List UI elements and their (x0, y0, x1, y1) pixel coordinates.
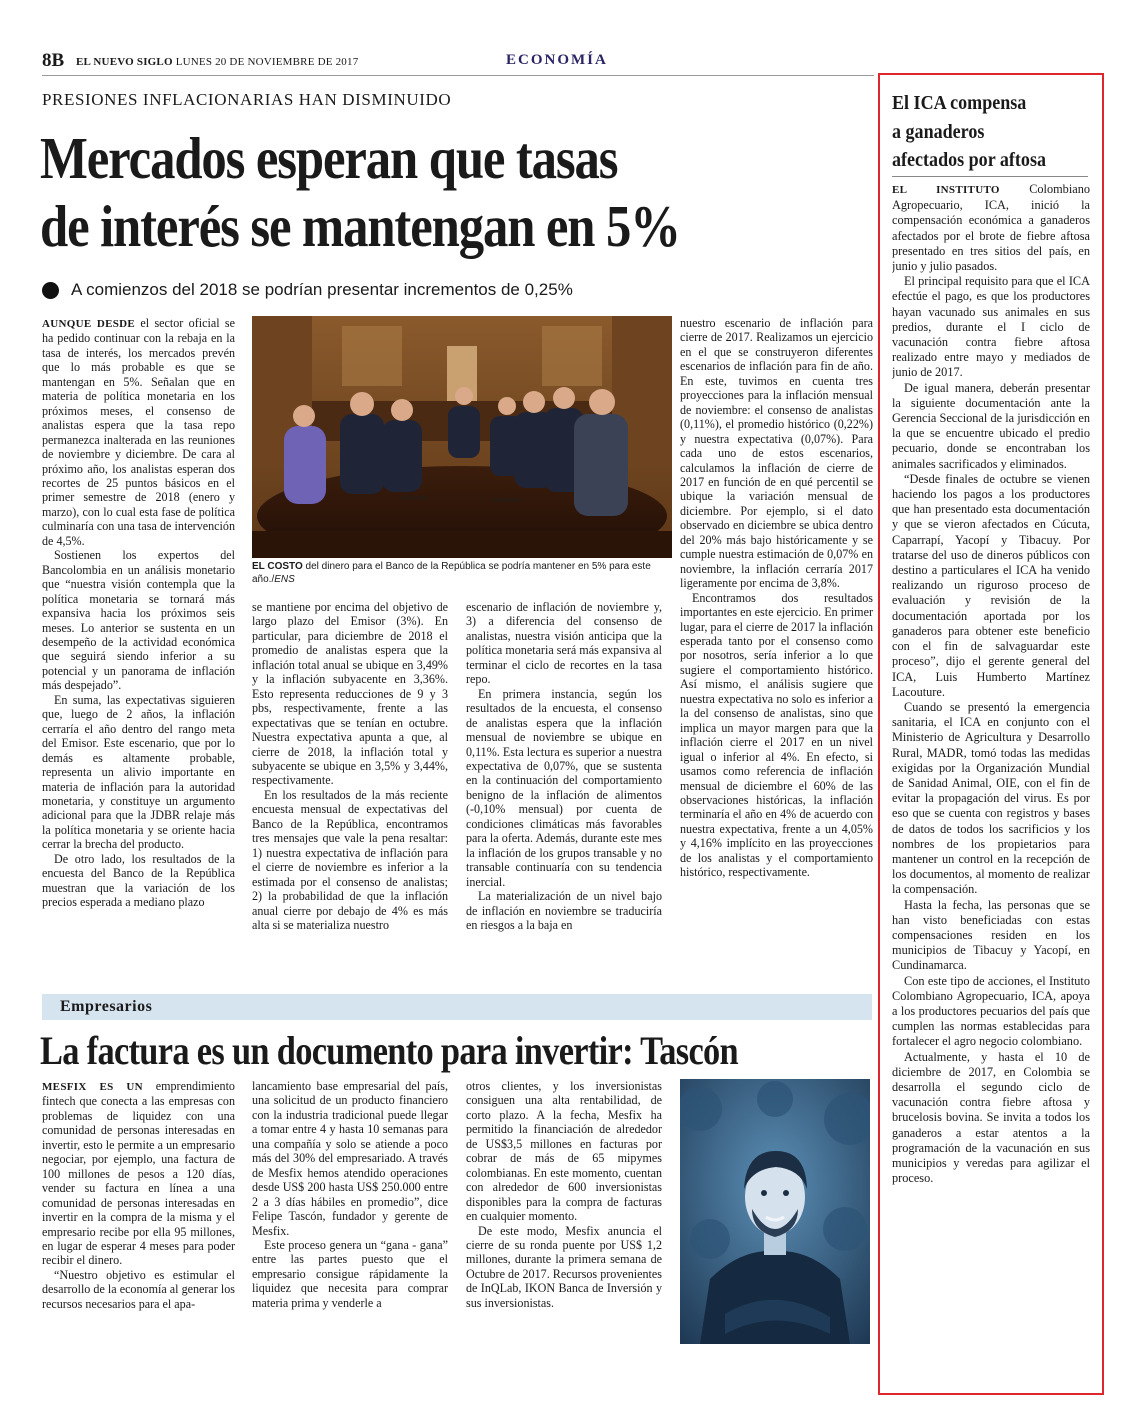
photo-meeting (252, 316, 672, 558)
paragraph: Con este tipo de acciones, el Instituto Colombiano Agropecuario, ICA, apoya a los productores pecuarios del país que cumplen las normas establecidas para fortalecer el agro negocio colombiano. (892, 973, 1090, 1049)
sidebar-title-rule (892, 176, 1088, 177)
article-column-3 (466, 600, 662, 980)
paragraph: Sostienen los expertos del Bancolombia en un análisis monetario que “nuestra visión contempla que la política monetaria se tornará más expansiva hacia los próximos seis meses. Lo anterior se sustenta en un desempeño de la actividad económica que seguirá siendo inferior a su potencial y un panorama de inflación más despejado”. (42, 548, 235, 693)
second-column-2 (252, 1079, 448, 1347)
issue-date: LUNES 20 DE NOVIEMBRE DE 2017 (175, 56, 359, 68)
paragraph: escenario de inflación de noviembre y, 3) a diferencia del consenso de analistas, nuestra visión anticipa que la política monetaria será más expansiva al terminar el ciclo de recortes en la tasa repo. (466, 600, 662, 687)
paragraph: El principal requisito para que el ICA efectúe el pago, es que los productores hayan vacunado sus animales en sus predios, durante el I ciclo de vacunación contra fiebre aftosa realizado entre mayo y mediados de junio de 2017. (892, 274, 1090, 380)
article-subdeck (42, 280, 573, 300)
paragraph: En suma, las expectativas siguieren que, luego de 2 años, la inflación cerraría el año dentro del rango meta del Emisor. Este escenario, que por lo demás es altamente probable, representa un alivio importante en materia de inflación para la autoridad monetaria, y constituye un argumento adicional para que la JDBR relaje más la política monetaria y se oriente hacia cerrar la brecha del producto. (42, 692, 235, 852)
article-kicker: PRESIONES INFLACIONARIAS HAN DISMINUIDO (42, 90, 452, 109)
sidebar-title-line-3: afectados por aftosa (892, 149, 1046, 171)
paragraph: En los resultados de la más reciente encuesta mensual de expectativas del Banco de la República, encontramos tres mensajes que vale la pena resaltar: 1) nuestra expectativa de inflación para el cierre de noviembre es inferior a la estimada por el consenso de analistas; 2) la probabilidad de que la inflación anual cierre por debajo de 4% es más alta si se materializa nuestro (252, 787, 448, 932)
article-column-1 (42, 316, 235, 980)
headline-line-2: de interés se mantengan en 5% (40, 193, 680, 259)
paragraph: nuestro escenario de inflación para cierre de 2017. Realizamos un ejercicio en el que se construyeron diferentes escenarios de inflación para fin de año. En este, tuvimos en cuenta tres proyecciones para la inflación mensual de noviembre: el consenso de analistas (0,11%), el promedio histórico (0,22%) y nuestra expectativa (0,07%). Para cada uno de estos escenarios, calculamos la inflación de cierre de 2017 en función de en qué percentil se ubique la variación mensual de diciembre. Por ejemplo, si el dato observado en diciembre se ubica dentro del 20% más bajo históricamente y se cumple nuestra estimación de 0,07% en noviembre, la inflación cerraría 2017 ligeramente por encima de 3,8%. (680, 316, 873, 591)
band-label: Empresarios (60, 998, 153, 1015)
photo-caption: EL COSTO del dinero para el Banco de la República se podría mantener en 5% para este año./ENS (252, 561, 651, 585)
sidebar-title-line-2: a ganaderos (892, 120, 985, 143)
paragraph: se mantiene por encima del objetivo de largo plazo del Emisor (3%). En particular, para diciembre de 2018 el promedio de analistas espera que la inflación total anual se ubique en 3,49% y la inflación subyacente en 3,36%. Esto representa reducciones de 9 y 3 pbs, respectivamente, frente a las expectativas que se tenían en octubre. Nuestra expectativa apunta a que, al cierre de 2018, la inflación total y subyacente se ubique en 3,5% y 3,44%, respectivamente. (252, 600, 448, 788)
article-column-2 (252, 600, 448, 980)
paragraph: La materialización de un nivel bajo de inflación en noviembre se traduciría en riesgos a la baja en (466, 889, 662, 932)
caption-lead: EL COSTO (252, 561, 303, 572)
photo-credit: ENS (274, 574, 295, 585)
sidebar-body (892, 182, 1090, 1387)
paragraph: Este proceso genera un “gana - gana” entre las partes puesto que el empresario consigue rápidamente la liquidez que necesita para comprar materia prima y venderle a (252, 1237, 448, 1310)
paragraph: Actualmente, y hasta el 10 de diciembre de 2017, en Colombia se desarrolla el segundo ciclo de vacunación contra fiebre aftosa y brucelosis bovina. Se invita a todos los ganaderos a estar atentos a la programación de la vacunación en sus municipios y veredas para agilizar el proceso. (892, 1049, 1090, 1186)
paragraph: De otro lado, los resultados de la encuesta del Banco de la República muestran que la variación de los precios esperada a mediano plazo (42, 851, 235, 910)
article-headline (40, 124, 754, 260)
paragraph: En primera instancia, según los resultados de la encuesta, el consenso de analistas espera que la inflación mensual de noviembre se ubique en 0,11%. Esta lectura es superior a nuestra expectativa de 0,07%, que se sustenta en la continuación del comportamiento benigno de la inflación de alimentos (-0,10% mensual) por cuenta de condiciones climáticas más favorables para la oferta. Además, durante este mes la inflación de los grupos transable y no transable continuaría con su tendencia inercial. (466, 686, 662, 889)
paragraph: Cuando se presentó la emergencia sanitaria, el ICA en conjunto con el Ministerio de Agricultura y Desarrollo Rural, MADR, tomó todas las medidas exigidas por la Organización Mundial de Sanidad Animal, OIE, con el fin de evitar la propagación del virus. Es por eso que se cuenta con registros y bases de datos de todos los sacrificios y los nombres de los propietarios para mantener un control en la recepción de los documentos, al momento de realizar la compensación. (892, 699, 1090, 897)
section-band (42, 994, 872, 1020)
paragraph: MESFIX ES UN emprendimiento fintech que conecta a las empresas con problemas de liquidez con una comunidad de personas interesadas en invertir, esto le permite a un empresario negociar, por ejemplo, una factura de 100 millones de pesos a 120 días, vender su factura en línea a una comunidad de personas interesadas en invertir en la compra de la misma y el empresario recibe por ella 95 millones, en lugar de esperar 4 meses para poder recibir el dinero. (42, 1079, 235, 1268)
paragraph: “Nuestro objetivo es estimular el desarrollo de la economía al generar los recursos necesarios para el apa- (42, 1267, 235, 1311)
second-headline: La factura es un documento para invertir: Tascón (40, 1028, 738, 1073)
paragraph: lancamiento base empresarial del país, una solicitud de un producto financiero con la industria tradicional puede llegar a tomar entre 4 y hasta 10 semanas para una compañía y solo se atiende a poco más del 30% del empresariado. A través de Mesfix hemos atendido operaciones desde US$ 200 hasta US$ 250.000 entre 2 a 3 días hábiles en promedio”, dice Felipe Tascón, fundador y gerente de Mesfix. (252, 1079, 448, 1238)
paragraph: AUNQUE DESDE el sector oficial se ha pedido continuar con la rebaja en la tasa de interés, los mercados prevén que lo más probable es que se mantengan en 5%. Señalan que en materia de política monetaria en los próximos meses, el consenso de analistas espera que la tasa repo permanezca inalterada en las reuniones de noviembre y diciembre. De cara al próximo año, los analistas esperan dos recortes de 25 puntos básicos en el primer semestre de 2018 (enero y marzo), con lo cual esta fase de política culminaría con una tasa de intervención de 4,5%. (42, 316, 235, 548)
paragraph: De igual manera, deberán presentar la siguiente documentación ante la Gerencia Seccional de la jurisdicción en la que se encuentre ubicado el predio pecuario, donde se encontraban los animales sacrificados y eliminados. (892, 380, 1090, 471)
headline-line-1: Mercados esperan que tasas (40, 125, 618, 191)
header-rule (42, 75, 874, 76)
page-number: 8B (42, 50, 65, 71)
sidebar-title-line-1: El ICA compensa (892, 92, 1027, 114)
lead-in: AUNQUE DESDE (42, 318, 136, 330)
paragraph: otros clientes, y los inversionistas consiguen una alta rentabilidad, de corto plazo. A la fecha, Mesfix ha permitido la financiación de alrededor de US$3,5 millones en facturas por cobrar de más de 65 mipymes colombianas. En este momento, cuentan con alrededor de 600 inversionistas disponibles para la compra de facturas en cualquier momento. (466, 1079, 662, 1224)
portrait-illustration (680, 1079, 870, 1344)
lead-in: MESFIX ES UN (42, 1081, 143, 1093)
paragraph: Hasta la fecha, las personas que se han visto beneficiadas con estas compensaciones residen en los municipios de Tibacuy y Yacopí, en Cundinamarca. (892, 897, 1090, 973)
second-column-3 (466, 1079, 662, 1347)
subdeck-text: A comienzos del 2018 se podrían presentar incrementos de 0,25% (71, 280, 573, 299)
paragraph: De este modo, Mesfix anuncia el cierre de su ronda puente por US$ 1,2 millones, durante la primera semana de Octubre de 2017. Recursos provenientes de InQLab, IKON Banca de Inversión y sus inversionistas. (466, 1223, 662, 1310)
lead-in: EL INSTITUTO (892, 184, 1000, 196)
paragraph: EL INSTITUTO Colombiano Agropecuario, ICA, inició la compensación económica a ganaderos afectados por el brote de fiebre aftosa presentado en tres sitios del país, en junio y julio pasados. (892, 182, 1090, 274)
masthead-line (76, 56, 358, 68)
sidebar-title (892, 89, 1068, 175)
paper-name: EL NUEVO SIGLO (76, 56, 173, 68)
article-column-4 (680, 316, 873, 980)
meeting-illustration (252, 316, 672, 558)
photo-portrait (680, 1079, 870, 1344)
paragraph: “Desde finales de octubre se vienen haciendo los pagos a los productores que han presentado esta documentación y que se vieron afectados en Cúcuta, Caparrapí, Yacopí y Tibacuy. Por tratarse del uso de dineros públicos con destino a particulares el ICA ha venido realizando un riguroso proceso de evaluación y revisión de la documentación aportada por los ganaderos para obtener este beneficio con el fin de salvaguardar este proceso”, dijo el gerente general del ICA, Luis Humberto Martínez Lacouture. (892, 471, 1090, 699)
section-name: ECONOMÍA (506, 52, 608, 68)
paragraph: Encontramos dos resultados importantes en este ejercicio. En primer lugar, para el cierre de 2017 la inflación esperada tanto por el consenso como por nosotros, sería inferior a lo que sugiere el comportamiento histórico. Así mismo, el análisis sugiere que nuestra expectativa no solo es inferior a la del consenso de analistas, sino que implica un mayor margen para que la inflación cierre el 2017 en un nivel igual o inferior al 4%. En efecto, si usamos como referencia de inflación mensual de diciembre el 60% de las observaciones históricas, la inflación terminaría el año en 4% de acuerdo con nuestra expectativa, frente a un 4,05% y 4,16% implícito en las proyecciones de los analistas y el comportamiento histórico, respectivamente. (680, 590, 873, 880)
bullet-icon (42, 282, 59, 299)
second-column-1 (42, 1079, 235, 1347)
